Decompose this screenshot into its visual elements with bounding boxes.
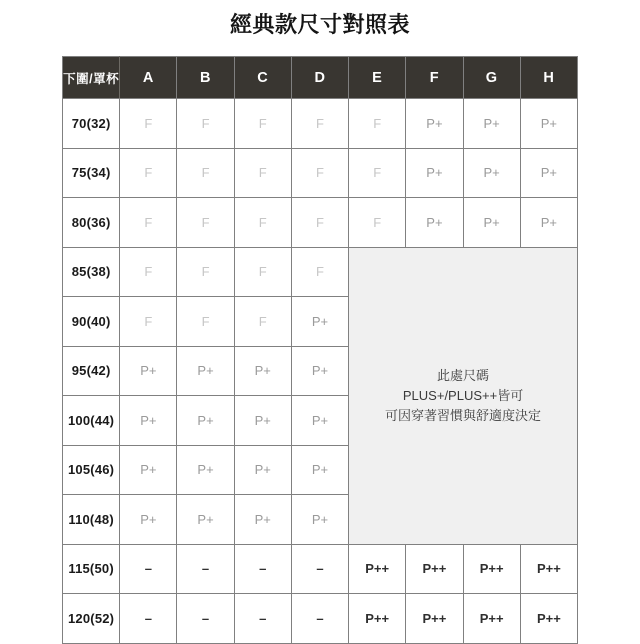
cell-value: F: [349, 148, 406, 198]
row-label: 120(52): [63, 594, 120, 644]
cell-value: F: [349, 198, 406, 248]
cell-value: P+: [177, 445, 234, 495]
row-label: 100(44): [63, 396, 120, 446]
header-cup-f: F: [406, 57, 463, 99]
cell-value: F: [177, 148, 234, 198]
cell-value: F: [120, 297, 177, 347]
table-header: [63, 57, 578, 99]
cell-value: F: [177, 99, 234, 149]
cell-value: F: [120, 148, 177, 198]
size-chart-container: [62, 56, 578, 644]
cell-value: F: [349, 99, 406, 149]
cell-value: F: [120, 99, 177, 149]
cell-value: P+: [406, 148, 463, 198]
row-label: 70(32): [63, 99, 120, 149]
cell-value: P++: [406, 594, 463, 644]
cell-value: F: [177, 247, 234, 297]
cell-value: F: [234, 148, 291, 198]
cell-value: P+: [120, 445, 177, 495]
cell-value: –: [177, 544, 234, 594]
row-label: 90(40): [63, 297, 120, 347]
header-cup-d: D: [291, 57, 348, 99]
note-line-1: 此處尺碼: [437, 367, 490, 383]
header-row: [63, 57, 578, 99]
cell-value: P+: [291, 297, 348, 347]
cell-value: P+: [406, 198, 463, 248]
header-cup-c: C: [234, 57, 291, 99]
size-chart-table: [62, 56, 578, 644]
row-label: 85(38): [63, 247, 120, 297]
cell-value: P++: [463, 544, 520, 594]
cell-value: P++: [349, 544, 406, 594]
cell-value: –: [177, 594, 234, 644]
cell-value: –: [120, 544, 177, 594]
cell-value: P+: [463, 99, 520, 149]
row-label: 75(34): [63, 148, 120, 198]
table-row: [63, 198, 578, 248]
cell-value: F: [291, 198, 348, 248]
cell-value: P+: [177, 396, 234, 446]
row-label: 80(36): [63, 198, 120, 248]
cell-value: P+: [463, 148, 520, 198]
cell-value: P+: [120, 346, 177, 396]
cell-value: –: [291, 594, 348, 644]
cell-value: F: [234, 99, 291, 149]
cell-value: –: [291, 544, 348, 594]
cell-value: P+: [120, 495, 177, 545]
cell-value: P+: [291, 495, 348, 545]
cell-value: –: [234, 544, 291, 594]
cell-value: F: [291, 247, 348, 297]
cell-value: F: [234, 297, 291, 347]
cell-value: F: [120, 247, 177, 297]
cell-value: P+: [234, 495, 291, 545]
cell-value: F: [291, 99, 348, 149]
table-row: [63, 544, 578, 594]
cell-value: P+: [234, 346, 291, 396]
cell-value: P++: [406, 544, 463, 594]
cell-value: P+: [120, 396, 177, 446]
cell-value: P++: [520, 594, 577, 644]
cell-value: P+: [291, 346, 348, 396]
cell-value: P+: [520, 99, 577, 149]
cell-value: P+: [520, 198, 577, 248]
cell-value: P+: [291, 445, 348, 495]
note-line-2: PLUS+/PLUS++皆可: [402, 387, 524, 403]
row-label: 110(48): [63, 495, 120, 545]
cell-value: P++: [520, 544, 577, 594]
cell-value: F: [234, 247, 291, 297]
cell-value: P+: [291, 396, 348, 446]
cell-value: P+: [406, 99, 463, 149]
cell-value: P+: [463, 198, 520, 248]
cell-value: –: [234, 594, 291, 644]
header-cup-e: E: [349, 57, 406, 99]
cell-value: F: [291, 148, 348, 198]
table-row: [63, 594, 578, 644]
table-row: [63, 247, 578, 297]
cell-value: P+: [177, 495, 234, 545]
header-cup-b: B: [177, 57, 234, 99]
cell-value: –: [120, 594, 177, 644]
cell-value: F: [177, 297, 234, 347]
header-cup-g: G: [463, 57, 520, 99]
table-body: [63, 99, 578, 644]
row-label: 115(50): [63, 544, 120, 594]
merged-note-cell: [349, 247, 578, 544]
row-label: 105(46): [63, 445, 120, 495]
cell-value: F: [177, 198, 234, 248]
cell-value: F: [120, 198, 177, 248]
note-line-3: 可因穿著習慣與舒適度決定: [385, 407, 542, 423]
table-row: [63, 148, 578, 198]
cell-value: P++: [349, 594, 406, 644]
row-label: 95(42): [63, 346, 120, 396]
cell-value: F: [234, 198, 291, 248]
cell-value: P++: [463, 594, 520, 644]
page-title: 經典款尺寸對照表: [229, 12, 410, 37]
cell-value: P+: [177, 346, 234, 396]
header-cup-h: H: [520, 57, 577, 99]
cell-value: P+: [234, 445, 291, 495]
header-row-label: 下圍/罩杯: [63, 57, 120, 99]
table-row: [63, 99, 578, 149]
header-cup-a: A: [120, 57, 177, 99]
cell-value: P+: [234, 396, 291, 446]
cell-value: P+: [520, 148, 577, 198]
